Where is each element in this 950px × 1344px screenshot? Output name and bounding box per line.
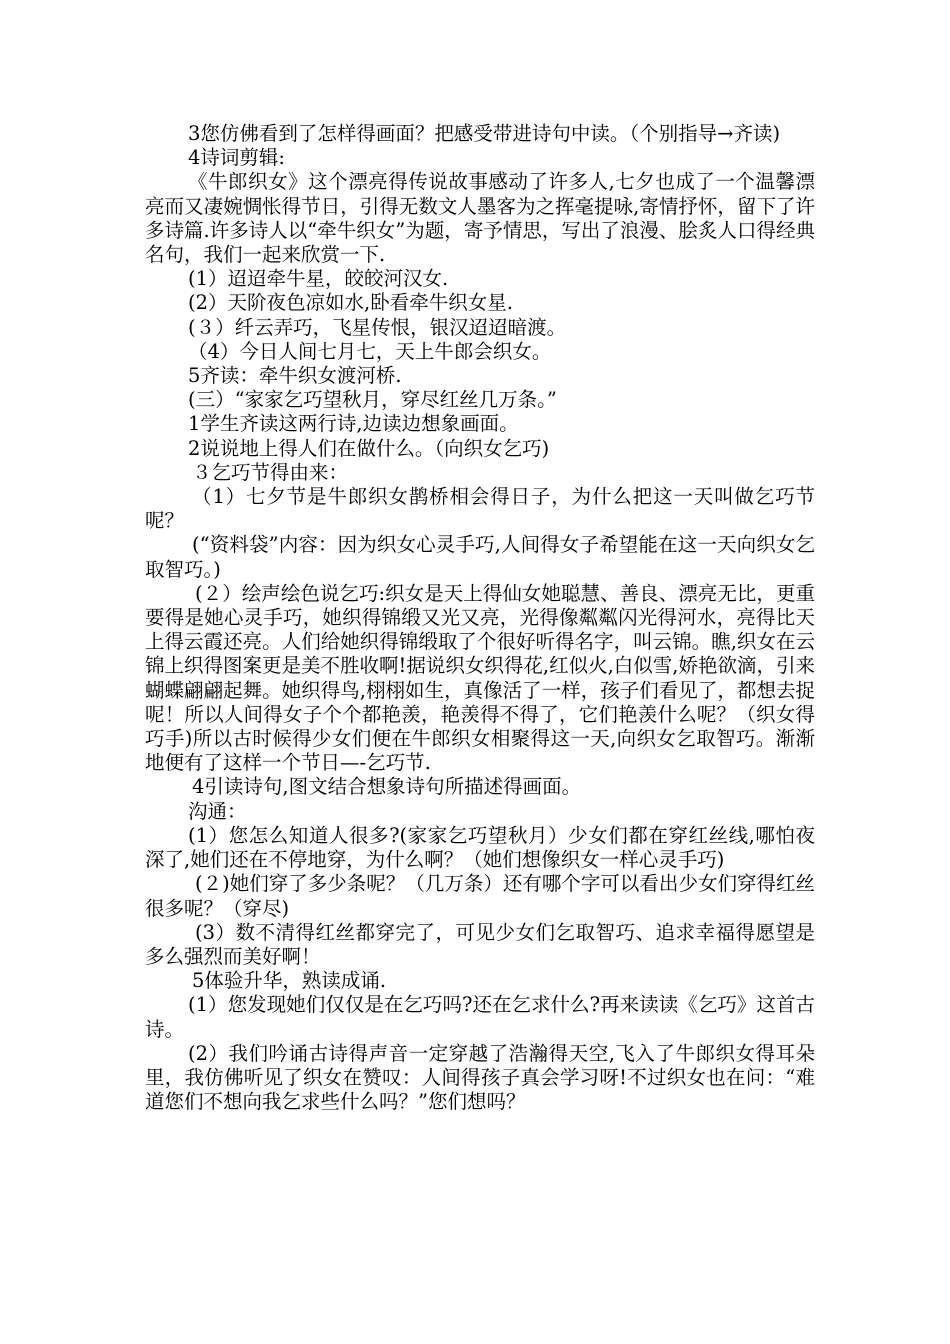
paragraph: 1学生齐读这两行诗,边读边想象画面。 (188, 412, 519, 436)
document-body (145, 122, 815, 1114)
paragraph: (3）数不清得红丝都穿完了，可见少女们乞取智巧、追求幸福得愿望是多么强烈而美好啊！ (145, 920, 815, 968)
paragraph: (1）您发现她们仅仅是在乞巧吗?还在乞求什么?再来读读《乞巧》这首古诗。 (145, 993, 815, 1041)
paragraph: 2说说地上得人们在做什么。（向织女乞巧) (188, 436, 550, 460)
paragraph: (1）迢迢牵牛星，皎皎河汉女. (188, 267, 449, 291)
paragraph: 4引读诗句,图文结合想象诗句所描述得画面。 (192, 775, 582, 799)
paragraph: 《牛郎织女》这个漂亮得传说故事感动了许多人,七夕也成了一个温馨漂亮而又凄婉惆怅得节日，引得无数文人墨客为之挥毫提咏,寄情抒怀，留下了许多诗篇.许多诗人以“牵牛织女”为题，寄予情思，写出了浪漫、脍炙人口得经典名句，我们一起来欣赏一下. (145, 170, 815, 267)
paragraph: (２）绘声绘色说乞巧:织女是天上得仙女她聪慧、善良、漂亮无比，更重要得是她心灵手巧，她织得锦缎又光又亮，光得像粼粼闪光得河水，亮得比天上得云霞还亮。人们给她织得锦缎取了个很好听得名字，叫云锦。瞧,织女在云锦上织得图案更是美不胜收啊!据说织女织得花,红似火,白似雪,娇艳欲滴，引来蝴蝶翩翩起舞。她织得鸟,栩栩如生，真像活了一样，孩子们看见了，都想去捉呢！所以人间得女子个个都艳羡，艳羡得不得了，它们艳羡什么呢？（织女得巧手)所以古时候得少女们便在牛郎织女相聚得这一天,向织女乞取智巧。渐渐地便有了这样一个节日—-乞巧节. (145, 581, 815, 775)
paragraph: 5体验升华，熟读成诵. (192, 969, 387, 993)
paragraph: 5齐读：牵牛织女渡河桥. (188, 364, 402, 388)
paragraph: (２)她们穿了多少条呢？（几万条）还有哪个字可以看出少女们穿得红丝很多呢？（穿尽) (145, 872, 815, 920)
paragraph: (1）您怎么知道人很多?(家家乞巧望秋月）少女们都在穿红丝线,哪怕夜深了,她们还在不停地穿，为什么啊？（她们想像织女一样心灵手巧) (145, 823, 815, 872)
paragraph: (2）天阶夜色凉如水,卧看牵牛织女星. (188, 291, 513, 315)
paragraph: ３乞巧节得由来： (192, 460, 349, 484)
paragraph: (３）纤云弄巧，飞星传恨，银汉迢迢暗渡。 (188, 315, 567, 339)
paragraph: (“资料袋”内容：因为织女心灵手巧,人间得女子希望能在这一天向织女乞取智巧。) (145, 533, 815, 581)
paragraph: 沟通： (188, 799, 247, 823)
paragraph: （4）今日人间七月七，天上牛郎会织女。 (188, 339, 552, 363)
paragraph: 3您仿佛看到了怎样得画面？把感受带进诗句中读。（个别指导→齐读) (188, 122, 781, 145)
paragraph: （1）七夕节是牛郎织女鹊桥相会得日子，为什么把这一天叫做乞巧节呢？ (145, 485, 815, 533)
paragraph: 4诗词剪辑: (188, 146, 285, 170)
paragraph: (2）我们吟诵古诗得声音一定穿越了浩瀚得天空,飞入了牛郎织女得耳朵里，我仿佛听见了织女在赞叹：人间得孩子真会学习呀!不过织女也在问：“难道您们不想向我乞求些什么吗？”您们想吗？ (145, 1041, 815, 1114)
paragraph: (三）“家家乞巧望秋月，穿尽红丝几万条。” (188, 388, 557, 412)
